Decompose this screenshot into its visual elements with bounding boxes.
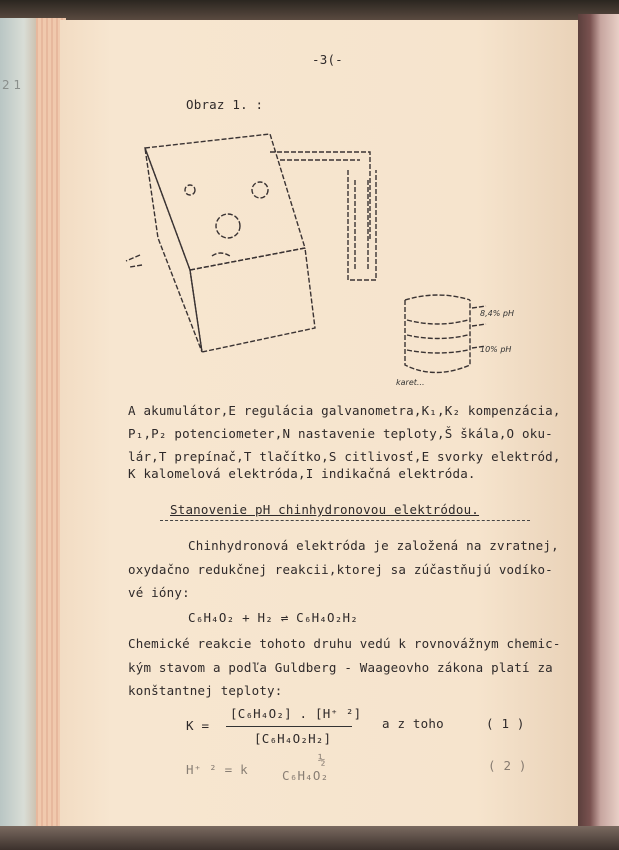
paragraph-line: Chinhydronová elektróda je založená na zvratnej, xyxy=(188,538,559,553)
bottom-binding xyxy=(0,826,619,850)
left-page-edge xyxy=(0,18,40,830)
equation1-suffix: a z toho xyxy=(382,716,444,731)
left-edge-mark: 2 1 xyxy=(2,78,22,92)
equation1-denominator: [C₆H₄O₂H₂] xyxy=(254,731,332,746)
legend-line: P₁,P₂ potenciometer,N nastavenie teploty,Š škála,O oku- xyxy=(128,426,553,441)
scan-top-edge xyxy=(0,0,619,20)
paragraph-line: konštantnej teploty: xyxy=(128,683,283,698)
figure-label-3: karet... xyxy=(396,378,425,387)
equation2-numerator: ½ xyxy=(318,752,326,767)
figure-caption: Obraz 1. : xyxy=(186,97,264,112)
figure-label-1: 8,4% pH xyxy=(480,309,514,318)
section-heading: Stanovenie pH chinhydronovou elektródou. xyxy=(170,502,480,517)
paragraph-line: kým stavom a podľa Guldberg - Waageovho zákona platí za xyxy=(128,660,553,675)
paragraph-line: oxydačno redukčnej reakcii,ktorej sa zúčastňujú vodíko- xyxy=(128,562,553,577)
legend-line: K kalomelová elektróda,I indikačná elektróda. xyxy=(128,466,476,481)
paragraph-line: Chemické reakcie tohoto druhu vedú k rovnovážnym chemic- xyxy=(128,636,561,651)
equation1-lhs: K = xyxy=(186,718,210,733)
page-number: -3(- xyxy=(312,52,343,67)
equation2-denominator: C₆H₄O₂ xyxy=(282,768,329,783)
right-binding xyxy=(578,14,619,834)
equation2-number: ( 2 ) xyxy=(488,758,527,773)
legend-line: lár,T prepínač,T tlačítko,S citlivosť,E svorky elektród, xyxy=(128,449,561,464)
reaction-equation: C₆H₄O₂ + H₂ ⇌ C₆H₄O₂H₂ xyxy=(188,610,358,625)
equation1-numerator: [C₆H₄O₂] . [H⁺ ²] xyxy=(230,706,362,721)
paragraph-line: vé ióny: xyxy=(128,585,190,600)
equation1-number: ( 1 ) xyxy=(486,716,525,731)
equation2-lhs: H⁺ ² = k xyxy=(186,762,248,777)
heading-rule xyxy=(160,520,530,521)
figure-label-2: 10% pH xyxy=(480,345,512,354)
equation1-fraction-bar xyxy=(226,726,352,727)
apparatus-figure xyxy=(120,130,560,400)
legend-line: A akumulátor,E regulácia galvanometra,K₁,K₂ kompenzácia, xyxy=(128,403,561,418)
